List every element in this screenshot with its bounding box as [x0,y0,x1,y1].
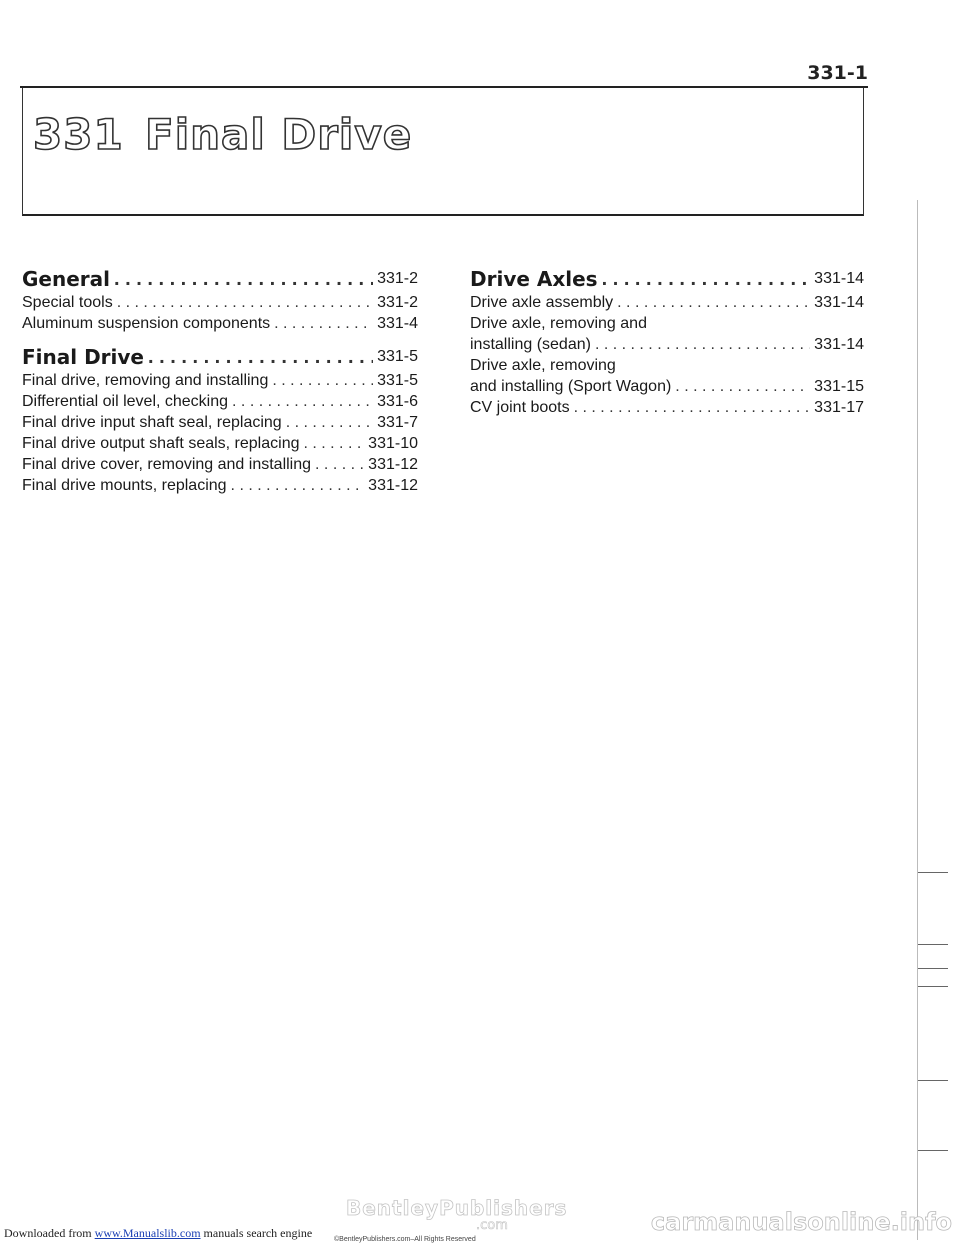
edge-tick [918,944,948,945]
edge-tick [918,968,948,969]
toc-entry-text: Final drive, removing and installing [22,372,269,389]
toc-entry-final-drive[interactable] [22,344,418,370]
toc-leader-dots [315,454,364,475]
page-number: 331-1 [807,62,868,84]
toc-entry-text: Special tools [22,294,113,311]
toc-entry-text: Final drive cover, removing and installing [22,456,312,473]
toc-right-column [470,266,864,418]
toc-entry-page: 331-12 [368,477,418,494]
edge-tick [918,986,948,987]
chapter-title: Final Drive [145,110,413,159]
toc-entry-text: installing (sedan) [470,336,591,353]
toc-entry-general[interactable] [22,266,418,292]
bentley-watermark: BentleyPublishers [346,1196,568,1220]
toc-entry-page: 331-7 [377,414,418,431]
footer-prefix: Downloaded from [4,1226,92,1240]
toc-leader-dots [595,334,810,355]
toc-entry-page: 331-14 [814,336,864,353]
toc-entry-final-drive-cover[interactable] [22,454,418,475]
toc-leader-dots [303,433,364,454]
toc-entry-text: Aluminum suspension components [22,315,271,332]
toc-entry-text: Final Drive [22,345,144,369]
download-footer [4,1226,312,1241]
toc-entry-output-shaft-seals[interactable] [22,433,418,454]
toc-leader-dots [274,313,373,334]
toc-leader-dots [574,397,811,418]
toc-entry-special-tools[interactable] [22,292,418,313]
bentley-rights-text: ©BentleyPublishers.com–All Rights Reserved [334,1236,476,1243]
chapter-title-box [22,88,864,216]
toc-leader-dots [114,266,373,292]
toc-entry-drive-axle-assembly[interactable] [470,292,864,313]
toc-leader-dots [148,344,373,370]
toc-entry-page: 331-4 [377,315,418,332]
toc-entry-sedan-line1[interactable]: Drive axle, removing and [470,315,647,332]
toc-entry-page: 331-2 [377,270,418,287]
toc-entry-differential-oil[interactable] [22,391,418,412]
toc-entry-drive-axles[interactable] [470,266,864,292]
toc-leader-dots [272,370,373,391]
toc-entry-page: 331-5 [377,348,418,365]
toc-entry-input-shaft-seal[interactable] [22,412,418,433]
toc-entry-page: 331-15 [814,378,864,395]
toc-leader-dots [602,266,811,292]
toc-entry-text: Final drive output shaft seals, replacing [22,435,300,452]
toc-leader-dots [675,376,810,397]
bentley-watermark-com: .com [476,1218,508,1233]
edge-mark-vertical [917,200,918,1240]
toc-entry-text: Differential oil level, checking [22,393,229,410]
toc-entry-final-drive-mounts[interactable] [22,475,418,496]
toc-entry-text: and installing (Sport Wagon) [470,378,672,395]
toc-leader-dots [231,475,365,496]
toc-leader-dots [117,292,373,313]
toc-entry-text: Final drive mounts, replacing [22,477,227,494]
toc-left-column [22,266,418,496]
toc-entry-text: Final drive input shaft seal, replacing [22,414,282,431]
toc-entry-wagon-line1[interactable]: Drive axle, removing [470,357,616,374]
toc-leader-dots [617,292,810,313]
toc-gap [22,334,418,344]
toc-entry-text: CV joint boots [470,399,570,416]
toc-entry-text: Drive axle assembly [470,294,614,311]
toc-entry-page: 331-12 [368,456,418,473]
toc-entry-text: Drive Axles [470,267,598,291]
carmanualsonline-watermark: carmanualsonline.info [650,1208,952,1236]
toc-leader-dots [286,412,373,433]
chapter-number: 331 [33,110,124,159]
manualslib-link[interactable]: www.Manualslib.com [94,1226,201,1240]
toc-entry-page: 331-5 [377,372,418,389]
toc-entry-page: 331-14 [814,270,864,287]
toc-entry-page: 331-14 [814,294,864,311]
toc-entry-text: General [22,267,110,291]
toc-entry-page: 331-10 [368,435,418,452]
toc-entry-cv-joint-boots[interactable] [470,397,864,418]
toc-entry-drive-axle-sedan[interactable] [470,334,864,355]
toc-entry-page: 331-2 [377,294,418,311]
toc-entry-drive-axle-wagon[interactable] [470,376,864,397]
toc-entry-page: 331-6 [377,393,418,410]
toc-leader-dots [232,391,373,412]
toc-entry-final-drive-removing[interactable] [22,370,418,391]
toc-entry-page: 331-17 [814,399,864,416]
toc-entry-aluminum-suspension[interactable] [22,313,418,334]
edge-tick [918,1150,948,1151]
footer-suffix: manuals search engine [203,1226,313,1240]
edge-tick [918,872,948,873]
edge-tick [918,1080,948,1081]
